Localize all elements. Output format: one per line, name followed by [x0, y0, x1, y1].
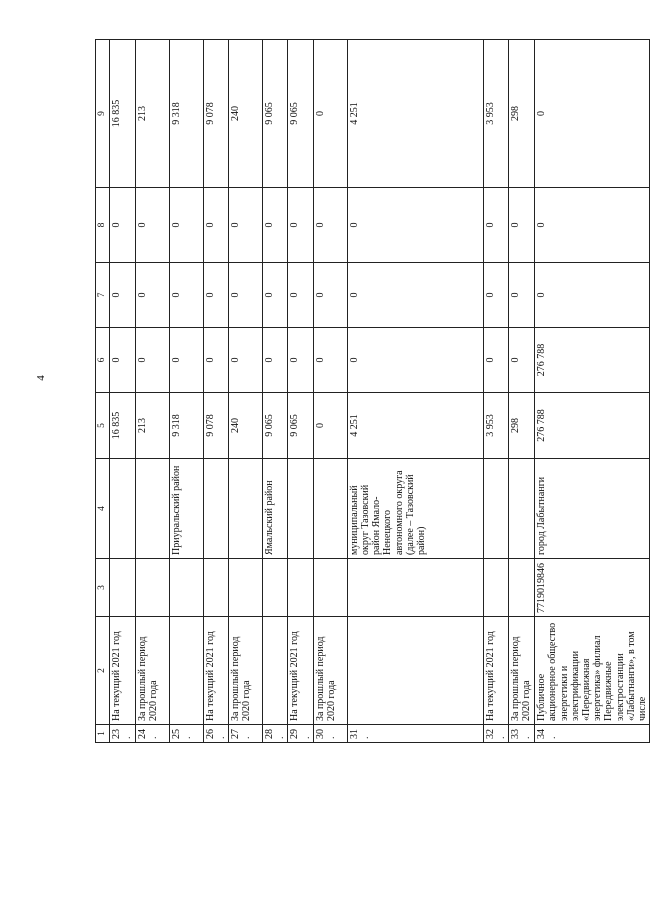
total-cell: 4 251 — [347, 393, 483, 459]
total-cell: 298 — [509, 393, 535, 459]
row-number-cell: 34. — [535, 725, 650, 743]
col6-cell: 0 — [509, 328, 535, 393]
inn-cell — [110, 559, 135, 617]
col9-cell: 4 251 — [347, 40, 483, 188]
col7-cell: 0 — [535, 263, 650, 328]
header-cell: 4 — [96, 459, 110, 559]
table-row — [509, 40, 535, 743]
col8-cell: 0 — [135, 188, 169, 263]
total-cell: 276 788 — [535, 393, 650, 459]
col7-cell: 0 — [203, 263, 228, 328]
col8-cell: 0 — [483, 188, 508, 263]
header-cell: 1 — [96, 725, 110, 743]
period-cell: На текущий 2021 год — [110, 617, 135, 725]
table-row — [229, 40, 263, 743]
col7-cell: 0 — [110, 263, 135, 328]
total-cell: 16 835 — [110, 393, 135, 459]
table-row — [288, 40, 313, 743]
territory-cell — [288, 459, 313, 559]
period-cell: За прошлый период 2020 года — [313, 617, 347, 725]
header-cell: 6 — [96, 328, 110, 393]
col8-cell: 0 — [203, 188, 228, 263]
period-cell: За прошлый период 2020 года — [229, 617, 263, 725]
col7-cell: 0 — [135, 263, 169, 328]
col6-cell: 0 — [288, 328, 313, 393]
col6-cell: 0 — [483, 328, 508, 393]
col6-cell: 0 — [229, 328, 263, 393]
total-cell: 0 — [313, 393, 347, 459]
period-cell — [347, 617, 483, 725]
total-cell: 9 065 — [263, 393, 288, 459]
header-row — [96, 40, 110, 743]
inn-cell — [509, 559, 535, 617]
row-number-cell: 31. — [347, 725, 483, 743]
period-cell: На текущий 2021 год — [288, 617, 313, 725]
territory-cell — [313, 459, 347, 559]
table-row — [313, 40, 347, 743]
inn-cell — [229, 559, 263, 617]
territory-cell — [135, 459, 169, 559]
data-table — [95, 39, 650, 743]
col7-cell: 0 — [509, 263, 535, 328]
header-cell: 2 — [96, 617, 110, 725]
col8-cell: 0 — [263, 188, 288, 263]
row-number-cell: 27. — [229, 725, 263, 743]
table-row — [203, 40, 228, 743]
period-cell: На текущий 2021 год — [483, 617, 508, 725]
col7-cell: 0 — [288, 263, 313, 328]
period-cell: На текущий 2021 год — [203, 617, 228, 725]
col6-cell: 0 — [263, 328, 288, 393]
header-cell: 7 — [96, 263, 110, 328]
row-number-cell: 25. — [169, 725, 203, 743]
inn-cell: 7719019846 — [535, 559, 650, 617]
territory-cell — [203, 459, 228, 559]
territory-cell — [509, 459, 535, 559]
territory-cell — [110, 459, 135, 559]
inn-cell — [483, 559, 508, 617]
col9-cell: 3 953 — [483, 40, 508, 188]
inn-cell — [169, 559, 203, 617]
header-cell: 9 — [96, 40, 110, 188]
col9-cell: 9 065 — [263, 40, 288, 188]
period-cell: За прошлый период 2020 года — [509, 617, 535, 725]
table-row — [535, 40, 650, 743]
table-row — [263, 40, 288, 743]
table-row — [483, 40, 508, 743]
page-number: 4 — [34, 375, 47, 381]
total-cell: 213 — [135, 393, 169, 459]
period-cell: За прошлый период 2020 года — [135, 617, 169, 725]
col8-cell: 0 — [347, 188, 483, 263]
inn-cell — [288, 559, 313, 617]
territory-cell: Приуральский район — [169, 459, 203, 559]
table-row — [347, 40, 483, 743]
inn-cell — [313, 559, 347, 617]
col6-cell: 276 788 — [535, 328, 650, 393]
row-number-cell: 26. — [203, 725, 228, 743]
col8-cell: 0 — [535, 188, 650, 263]
header-cell: 8 — [96, 188, 110, 263]
col9-cell: 16 835 — [110, 40, 135, 188]
col9-cell: 9 078 — [203, 40, 228, 188]
territory-cell: муниципальный округ Тазовский район Ямало-Ненецкого автономного округа (далее – Тазовский район) — [347, 459, 483, 559]
total-cell: 3 953 — [483, 393, 508, 459]
territory-cell: город Лабытнанги — [535, 459, 650, 559]
col7-cell: 0 — [313, 263, 347, 328]
col6-cell: 0 — [347, 328, 483, 393]
row-number-cell: 33. — [509, 725, 535, 743]
row-number-cell: 28. — [263, 725, 288, 743]
col9-cell: 9 318 — [169, 40, 203, 188]
col8-cell: 0 — [110, 188, 135, 263]
row-number-cell: 29. — [288, 725, 313, 743]
row-number-cell: 23. — [110, 725, 135, 743]
col6-cell: 0 — [110, 328, 135, 393]
col8-cell: 0 — [313, 188, 347, 263]
col7-cell: 0 — [169, 263, 203, 328]
row-number-cell: 30. — [313, 725, 347, 743]
inn-cell — [263, 559, 288, 617]
col9-cell: 9 065 — [288, 40, 313, 188]
row-number-cell: 24. — [135, 725, 169, 743]
period-cell — [263, 617, 288, 725]
inn-cell — [203, 559, 228, 617]
col6-cell: 0 — [135, 328, 169, 393]
col7-cell: 0 — [347, 263, 483, 328]
total-cell: 9 078 — [203, 393, 228, 459]
territory-cell — [229, 459, 263, 559]
col9-cell: 213 — [135, 40, 169, 188]
col7-cell: 0 — [483, 263, 508, 328]
col6-cell: 0 — [313, 328, 347, 393]
total-cell: 240 — [229, 393, 263, 459]
col9-cell: 0 — [313, 40, 347, 188]
inn-cell — [135, 559, 169, 617]
col6-cell: 0 — [203, 328, 228, 393]
row-number-cell: 32. — [483, 725, 508, 743]
col9-cell: 240 — [229, 40, 263, 188]
period-cell — [169, 617, 203, 725]
total-cell: 9 318 — [169, 393, 203, 459]
col8-cell: 0 — [169, 188, 203, 263]
period-cell: Публичное акционерное общество энергетики и электрификации «Передвижная энергетика» филиал Передвижные электростанции «Лабытнанги», в том числе — [535, 617, 650, 725]
header-cell: 3 — [96, 559, 110, 617]
table-row — [110, 40, 135, 743]
inn-cell — [347, 559, 483, 617]
col8-cell: 0 — [229, 188, 263, 263]
col7-cell: 0 — [229, 263, 263, 328]
territory-cell: Ямальский район — [263, 459, 288, 559]
table-row — [135, 40, 169, 743]
col7-cell: 0 — [263, 263, 288, 328]
col8-cell: 0 — [288, 188, 313, 263]
col6-cell: 0 — [169, 328, 203, 393]
col9-cell: 0 — [535, 40, 650, 188]
rotated-table-wrapper — [95, 40, 649, 743]
col8-cell: 0 — [509, 188, 535, 263]
territory-cell — [483, 459, 508, 559]
table-row — [169, 40, 203, 743]
col9-cell: 298 — [509, 40, 535, 188]
total-cell: 9 065 — [288, 393, 313, 459]
header-cell: 5 — [96, 393, 110, 459]
